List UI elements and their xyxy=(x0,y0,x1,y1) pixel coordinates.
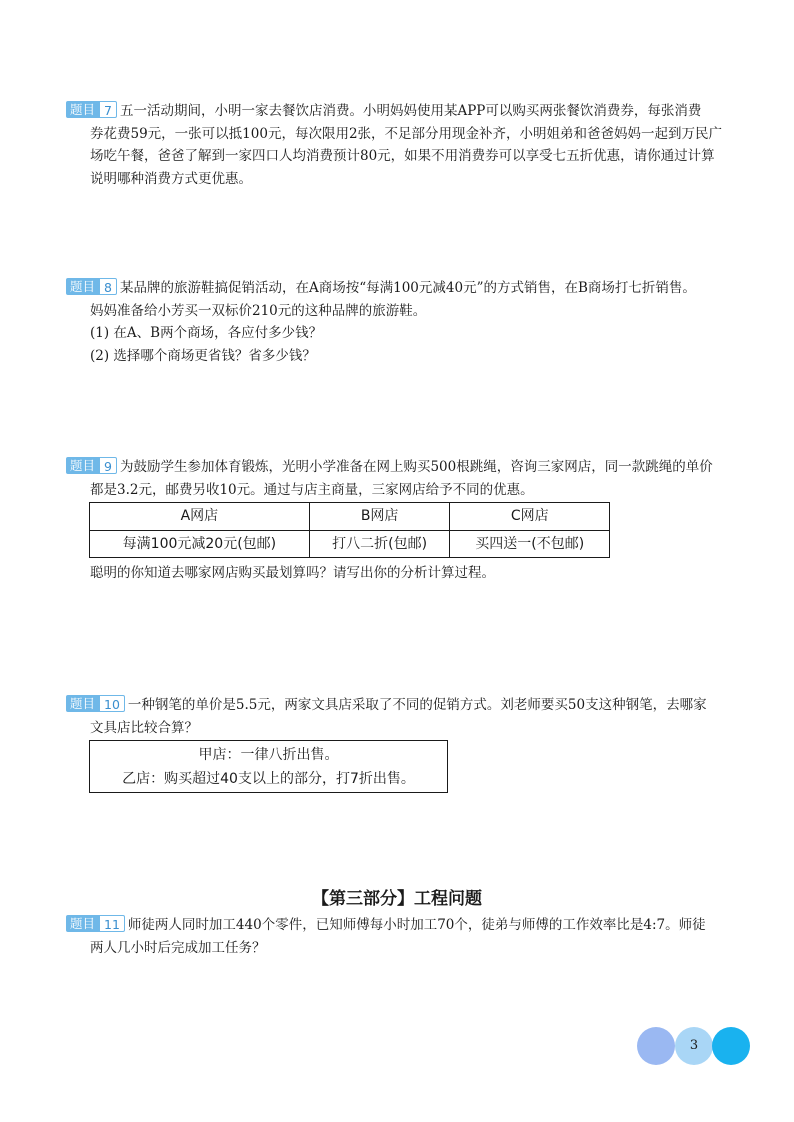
table-row xyxy=(90,503,610,531)
problem-text-line: 券花费59元，一张可以抵100元，每次限用2张，不足部分用现金补齐，小明姐弟和爸爸妈妈一起到万民广 xyxy=(90,125,723,142)
table-cell: 买四送一(不包邮) xyxy=(450,530,610,558)
problem-7 xyxy=(66,100,736,190)
table-row xyxy=(90,530,610,558)
stores-box xyxy=(89,740,448,793)
problem-tag: 题目 8 xyxy=(66,278,117,295)
table-header-cell: B网店 xyxy=(309,503,450,531)
section-title: 【第三部分】工程问题 xyxy=(312,889,482,909)
problem-text-line: 场吃午餐，爸爸了解到一家四口人均消费预计80元，如果不用消费券可以享受七五折优惠，请你通过计算 xyxy=(90,148,715,164)
problem-text-line: 师徒两人同时加工440个零件，已知师傅每小时加工70个，徒弟与师傅的工作效率比是4:7。师徒 xyxy=(127,917,706,933)
problem-text-line: 说明哪种消费方式更优惠。 xyxy=(90,170,252,187)
shops-table xyxy=(89,502,610,558)
problem-11 xyxy=(66,914,736,959)
page-number: 3 xyxy=(689,1038,699,1053)
problem-text-line: 聪明的你知道去哪家网店购买最划算吗？请写出你的分析计算过程。 xyxy=(90,565,495,581)
problem-10 xyxy=(66,694,736,739)
problem-tag: 题目 7 xyxy=(66,101,117,118)
table-cell: 每满100元减20元(包邮) xyxy=(90,530,310,558)
sub-question-2: (2) 选择哪个商场更省钱？省多少钱？ xyxy=(90,347,316,364)
problem-text-line: 一种钢笔的单价是5.5元，两家文具店采取了不同的促销方式。刘老师要买50支这种钢笔，去哪家 xyxy=(127,697,707,713)
problem-text-line: 妈妈准备给小芳买一双标价210元的这种品牌的旅游鞋。 xyxy=(90,302,427,319)
problem-tag: 题目 10 xyxy=(66,695,125,712)
store-yi-text: 乙店：购买超过40支以上的部分，打7折出售。 xyxy=(122,771,415,787)
problem-8 xyxy=(66,277,736,367)
table-header-cell: A网店 xyxy=(90,503,310,531)
store-jia-text: 甲店：一律八折出售。 xyxy=(198,747,339,763)
problem-tag: 题目 11 xyxy=(66,915,125,932)
problem-9-question xyxy=(66,562,736,585)
problem-text-line: 某品牌的旅游鞋搞促销活动，在A商场按“每满100元减40元”的方式销售，在B商场打七折销售。 xyxy=(119,280,696,296)
problem-text-line: 都是3.2元，邮费另收10元。通过与店主商量，三家网店给予不同的优惠。 xyxy=(90,481,534,498)
problem-9 xyxy=(66,456,736,501)
problem-text-line: 五一活动期间，小明一家去餐饮店消费。小明妈妈使用某APP可以购买两张餐饮消费券，每张消费 xyxy=(119,103,702,119)
problem-text-line: 文具店比较合算？ xyxy=(90,719,198,736)
table-header-cell: C网店 xyxy=(450,503,610,531)
table-cell: 打八二折(包邮) xyxy=(309,530,450,558)
decor-circle-left xyxy=(637,1027,675,1065)
problem-tag: 题目 9 xyxy=(66,457,117,474)
problem-text-line: 为鼓励学生参加体育锻炼，光明小学准备在网上购买500根跳绳，咨询三家网店，同一款跳绳的单价 xyxy=(119,459,713,475)
problem-text-line: 两人几小时后完成加工任务？ xyxy=(90,939,266,956)
decor-circle-right xyxy=(712,1027,750,1065)
sub-question-1: (1) 在A、B两个商场，各应付多少钱？ xyxy=(90,325,323,341)
